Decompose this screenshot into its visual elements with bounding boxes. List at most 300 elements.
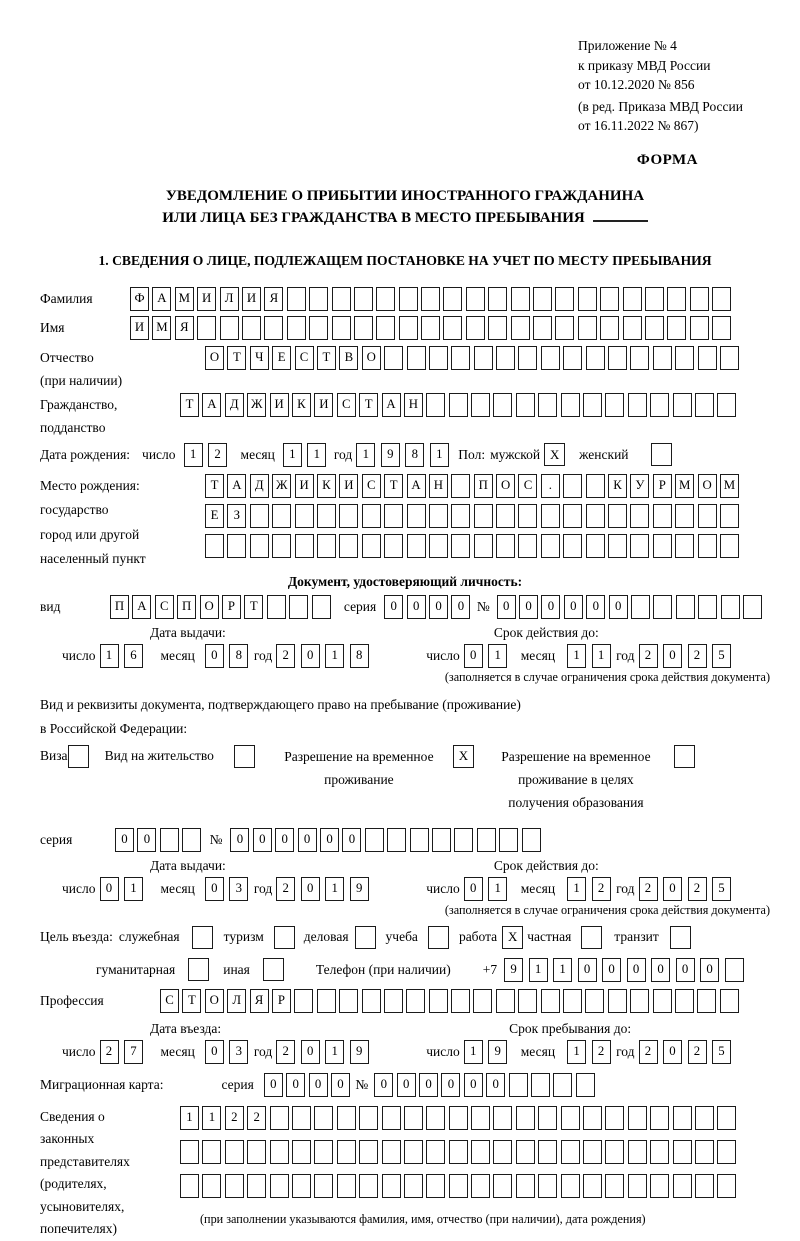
char-cell[interactable] — [426, 1106, 445, 1130]
char-cell[interactable] — [675, 504, 694, 528]
char-cell[interactable] — [697, 989, 716, 1013]
char-cell[interactable]: Т — [227, 346, 246, 370]
char-cell[interactable] — [264, 316, 283, 340]
char-cell[interactable]: 1 — [430, 443, 449, 467]
char-cell[interactable] — [522, 828, 541, 852]
iddoc-issue-day-boxes[interactable] — [100, 644, 149, 668]
char-cell[interactable]: И — [339, 474, 358, 498]
char-cell[interactable]: 0 — [384, 595, 403, 619]
char-cell[interactable] — [399, 316, 418, 340]
char-cell[interactable] — [600, 287, 619, 311]
char-cell[interactable]: 0 — [464, 644, 483, 668]
char-cell[interactable] — [220, 316, 239, 340]
char-cell[interactable] — [382, 1140, 401, 1164]
char-cell[interactable]: И — [314, 393, 333, 417]
char-cell[interactable]: 2 — [276, 644, 295, 668]
char-cell[interactable]: 1 — [567, 1040, 586, 1064]
char-cell[interactable] — [362, 989, 381, 1013]
char-cell[interactable] — [421, 316, 440, 340]
char-cell[interactable] — [449, 393, 468, 417]
char-cell[interactable]: Д — [250, 474, 269, 498]
char-cell[interactable] — [623, 316, 642, 340]
char-cell[interactable]: 0 — [137, 828, 156, 852]
char-cell[interactable]: 1 — [124, 877, 143, 901]
char-cell[interactable]: 0 — [342, 828, 361, 852]
char-cell[interactable] — [407, 504, 426, 528]
char-cell[interactable] — [332, 287, 351, 311]
char-cell[interactable] — [695, 393, 714, 417]
char-cell[interactable]: 2 — [276, 1040, 295, 1064]
char-cell[interactable] — [443, 287, 462, 311]
migcard-series-boxes[interactable] — [264, 1073, 354, 1097]
char-cell[interactable] — [653, 346, 672, 370]
char-cell[interactable] — [533, 287, 552, 311]
char-cell[interactable] — [673, 1174, 692, 1198]
char-cell[interactable] — [473, 989, 492, 1013]
profession-boxes[interactable] — [160, 989, 742, 1013]
iddoc-valid-day-boxes[interactable] — [464, 644, 513, 668]
char-cell[interactable] — [645, 316, 664, 340]
char-cell[interactable] — [717, 1106, 736, 1130]
char-cell[interactable] — [628, 1174, 647, 1198]
stay-year-boxes[interactable] — [639, 1040, 737, 1064]
char-cell[interactable]: И — [270, 393, 289, 417]
char-cell[interactable] — [426, 393, 445, 417]
char-cell[interactable] — [451, 989, 470, 1013]
char-cell[interactable]: 0 — [486, 1073, 505, 1097]
char-cell[interactable]: 1 — [307, 443, 326, 467]
char-cell[interactable] — [406, 989, 425, 1013]
char-cell[interactable]: 0 — [609, 595, 628, 619]
char-cell[interactable] — [426, 1140, 445, 1164]
char-cell[interactable] — [628, 393, 647, 417]
char-cell[interactable] — [538, 393, 557, 417]
char-cell[interactable] — [631, 595, 650, 619]
char-cell[interactable]: 0 — [663, 877, 682, 901]
char-cell[interactable]: 6 — [124, 644, 143, 668]
char-cell[interactable]: 0 — [602, 958, 621, 982]
char-cell[interactable] — [518, 989, 537, 1013]
resdoc-issue-month-boxes[interactable] — [205, 877, 254, 901]
char-cell[interactable] — [630, 346, 649, 370]
char-cell[interactable]: 1 — [464, 1040, 483, 1064]
char-cell[interactable] — [518, 504, 537, 528]
char-cell[interactable] — [628, 1140, 647, 1164]
char-cell[interactable]: 0 — [407, 595, 426, 619]
guardians-boxes-row1[interactable] — [180, 1106, 740, 1130]
char-cell[interactable] — [317, 989, 336, 1013]
char-cell[interactable]: 1 — [488, 644, 507, 668]
char-cell[interactable]: И — [130, 316, 149, 340]
char-cell[interactable] — [585, 989, 604, 1013]
char-cell[interactable] — [511, 316, 530, 340]
char-cell[interactable] — [623, 287, 642, 311]
char-cell[interactable]: 0 — [663, 644, 682, 668]
char-cell[interactable] — [717, 1140, 736, 1164]
char-cell[interactable] — [432, 828, 451, 852]
char-cell[interactable] — [650, 1140, 669, 1164]
char-cell[interactable]: Ф — [130, 287, 149, 311]
char-cell[interactable]: 0 — [464, 1073, 483, 1097]
char-cell[interactable] — [608, 534, 627, 558]
char-cell[interactable]: 0 — [419, 1073, 438, 1097]
char-cell[interactable]: 0 — [497, 595, 516, 619]
char-cell[interactable] — [384, 534, 403, 558]
char-cell[interactable] — [695, 1140, 714, 1164]
char-cell[interactable] — [365, 828, 384, 852]
char-cell[interactable]: 9 — [504, 958, 523, 982]
guardians-boxes-row3[interactable] — [180, 1174, 740, 1198]
name-boxes[interactable] — [130, 316, 735, 340]
char-cell[interactable]: Р — [653, 474, 672, 498]
char-cell[interactable] — [561, 1140, 580, 1164]
char-cell[interactable] — [698, 534, 717, 558]
char-cell[interactable] — [690, 287, 709, 311]
char-cell[interactable]: 2 — [639, 877, 658, 901]
char-cell[interactable] — [410, 828, 429, 852]
char-cell[interactable]: М — [152, 316, 171, 340]
char-cell[interactable] — [404, 1106, 423, 1130]
char-cell[interactable]: 2 — [592, 877, 611, 901]
char-cell[interactable]: А — [407, 474, 426, 498]
char-cell[interactable] — [541, 989, 560, 1013]
char-cell[interactable]: К — [292, 393, 311, 417]
char-cell[interactable] — [628, 1106, 647, 1130]
resdoc-valid-day-boxes[interactable] — [464, 877, 513, 901]
char-cell[interactable]: 5 — [712, 1040, 731, 1064]
char-cell[interactable] — [451, 534, 470, 558]
char-cell[interactable]: А — [382, 393, 401, 417]
char-cell[interactable] — [605, 393, 624, 417]
char-cell[interactable] — [376, 287, 395, 311]
char-cell[interactable]: 2 — [639, 644, 658, 668]
char-cell[interactable] — [720, 346, 739, 370]
char-cell[interactable] — [426, 1174, 445, 1198]
char-cell[interactable] — [673, 393, 692, 417]
char-cell[interactable]: 0 — [205, 644, 224, 668]
char-cell[interactable] — [295, 534, 314, 558]
char-cell[interactable]: 1 — [553, 958, 572, 982]
char-cell[interactable] — [205, 534, 224, 558]
char-cell[interactable] — [202, 1140, 221, 1164]
char-cell[interactable]: 1 — [283, 443, 302, 467]
char-cell[interactable]: С — [295, 346, 314, 370]
char-cell[interactable]: 3 — [229, 1040, 248, 1064]
char-cell[interactable] — [295, 504, 314, 528]
char-cell[interactable] — [698, 346, 717, 370]
char-cell[interactable] — [270, 1140, 289, 1164]
char-cell[interactable] — [314, 1174, 333, 1198]
char-cell[interactable] — [337, 1106, 356, 1130]
char-cell[interactable] — [698, 595, 717, 619]
char-cell[interactable] — [287, 287, 306, 311]
char-cell[interactable] — [563, 534, 582, 558]
char-cell[interactable] — [451, 474, 470, 498]
char-cell[interactable] — [359, 1174, 378, 1198]
char-cell[interactable] — [451, 504, 470, 528]
char-cell[interactable] — [576, 1073, 595, 1097]
char-cell[interactable]: О — [205, 346, 224, 370]
purpose-study-checkbox[interactable] — [428, 926, 449, 949]
char-cell[interactable]: 0 — [564, 595, 583, 619]
char-cell[interactable] — [292, 1106, 311, 1130]
char-cell[interactable]: 0 — [230, 828, 249, 852]
iddoc-valid-year-boxes[interactable] — [639, 644, 737, 668]
char-cell[interactable] — [429, 504, 448, 528]
char-cell[interactable] — [474, 504, 493, 528]
char-cell[interactable]: П — [474, 474, 493, 498]
char-cell[interactable] — [362, 534, 381, 558]
temp-residence-checkbox[interactable]: X — [453, 745, 474, 768]
char-cell[interactable] — [653, 595, 672, 619]
char-cell[interactable] — [720, 534, 739, 558]
char-cell[interactable] — [493, 1174, 512, 1198]
char-cell[interactable]: С — [155, 595, 174, 619]
birth-day-boxes[interactable] — [184, 443, 233, 467]
iddoc-type-boxes[interactable] — [110, 595, 334, 619]
char-cell[interactable] — [421, 287, 440, 311]
char-cell[interactable] — [717, 393, 736, 417]
char-cell[interactable]: Т — [359, 393, 378, 417]
char-cell[interactable] — [712, 316, 731, 340]
char-cell[interactable] — [541, 504, 560, 528]
char-cell[interactable] — [312, 595, 331, 619]
char-cell[interactable] — [511, 287, 530, 311]
char-cell[interactable] — [339, 989, 358, 1013]
residence-permit-checkbox[interactable] — [234, 745, 255, 768]
char-cell[interactable]: 2 — [225, 1106, 244, 1130]
char-cell[interactable] — [474, 534, 493, 558]
char-cell[interactable]: А — [227, 474, 246, 498]
char-cell[interactable]: А — [132, 595, 151, 619]
char-cell[interactable]: Н — [429, 474, 448, 498]
char-cell[interactable] — [675, 534, 694, 558]
purpose-official-checkbox[interactable] — [192, 926, 213, 949]
char-cell[interactable]: 2 — [592, 1040, 611, 1064]
char-cell[interactable] — [292, 1174, 311, 1198]
char-cell[interactable]: П — [177, 595, 196, 619]
char-cell[interactable]: 0 — [578, 958, 597, 982]
char-cell[interactable] — [488, 316, 507, 340]
char-cell[interactable]: 0 — [451, 595, 470, 619]
char-cell[interactable]: 0 — [441, 1073, 460, 1097]
char-cell[interactable] — [354, 287, 373, 311]
sex-male-checkbox[interactable]: X — [544, 443, 565, 466]
char-cell[interactable] — [225, 1174, 244, 1198]
char-cell[interactable] — [555, 316, 574, 340]
char-cell[interactable] — [449, 1140, 468, 1164]
char-cell[interactable]: 8 — [405, 443, 424, 467]
birth-year-boxes[interactable] — [356, 443, 454, 467]
char-cell[interactable]: Р — [272, 989, 291, 1013]
char-cell[interactable] — [247, 1174, 266, 1198]
char-cell[interactable] — [516, 393, 535, 417]
birthplace-boxes-row2[interactable] — [205, 504, 742, 528]
char-cell[interactable] — [600, 316, 619, 340]
char-cell[interactable] — [605, 1106, 624, 1130]
char-cell[interactable]: 2 — [276, 877, 295, 901]
char-cell[interactable]: 0 — [331, 1073, 350, 1097]
char-cell[interactable] — [384, 346, 403, 370]
char-cell[interactable] — [359, 1106, 378, 1130]
char-cell[interactable] — [675, 989, 694, 1013]
char-cell[interactable]: В — [339, 346, 358, 370]
char-cell[interactable] — [488, 287, 507, 311]
char-cell[interactable]: 9 — [488, 1040, 507, 1064]
char-cell[interactable] — [717, 1174, 736, 1198]
entry-year-boxes[interactable] — [276, 1040, 374, 1064]
char-cell[interactable] — [518, 346, 537, 370]
temp-residence-edu-checkbox[interactable] — [674, 745, 695, 768]
purpose-other-checkbox[interactable] — [263, 958, 284, 981]
char-cell[interactable] — [586, 534, 605, 558]
char-cell[interactable] — [608, 346, 627, 370]
char-cell[interactable] — [270, 1106, 289, 1130]
char-cell[interactable]: 1 — [100, 644, 119, 668]
char-cell[interactable] — [451, 346, 470, 370]
char-cell[interactable] — [712, 287, 731, 311]
char-cell[interactable] — [429, 989, 448, 1013]
char-cell[interactable]: 3 — [229, 877, 248, 901]
char-cell[interactable]: 1 — [202, 1106, 221, 1130]
char-cell[interactable] — [586, 504, 605, 528]
char-cell[interactable] — [267, 595, 286, 619]
char-cell[interactable] — [578, 287, 597, 311]
char-cell[interactable] — [667, 287, 686, 311]
char-cell[interactable]: 5 — [712, 877, 731, 901]
char-cell[interactable]: 0 — [301, 877, 320, 901]
char-cell[interactable] — [608, 504, 627, 528]
char-cell[interactable] — [518, 534, 537, 558]
char-cell[interactable]: 2 — [688, 1040, 707, 1064]
char-cell[interactable]: О — [496, 474, 515, 498]
char-cell[interactable] — [289, 595, 308, 619]
char-cell[interactable] — [471, 1174, 490, 1198]
char-cell[interactable] — [225, 1140, 244, 1164]
char-cell[interactable]: Я — [264, 287, 283, 311]
char-cell[interactable] — [555, 287, 574, 311]
char-cell[interactable]: 0 — [275, 828, 294, 852]
char-cell[interactable]: Я — [175, 316, 194, 340]
char-cell[interactable] — [650, 1174, 669, 1198]
char-cell[interactable] — [382, 1106, 401, 1130]
char-cell[interactable]: З — [227, 504, 246, 528]
char-cell[interactable] — [675, 346, 694, 370]
char-cell[interactable] — [493, 1106, 512, 1130]
char-cell[interactable] — [583, 1106, 602, 1130]
char-cell[interactable]: А — [202, 393, 221, 417]
char-cell[interactable]: 1 — [567, 644, 586, 668]
char-cell[interactable]: 9 — [350, 1040, 369, 1064]
char-cell[interactable] — [676, 595, 695, 619]
char-cell[interactable] — [474, 346, 493, 370]
char-cell[interactable] — [499, 828, 518, 852]
char-cell[interactable]: М — [175, 287, 194, 311]
char-cell[interactable] — [630, 534, 649, 558]
char-cell[interactable] — [583, 1174, 602, 1198]
char-cell[interactable] — [563, 504, 582, 528]
char-cell[interactable]: 1 — [567, 877, 586, 901]
char-cell[interactable]: 1 — [592, 644, 611, 668]
char-cell[interactable] — [449, 1174, 468, 1198]
char-cell[interactable] — [449, 1106, 468, 1130]
char-cell[interactable]: 2 — [247, 1106, 266, 1130]
char-cell[interactable]: К — [317, 474, 336, 498]
char-cell[interactable]: 0 — [519, 595, 538, 619]
purpose-private-checkbox[interactable] — [581, 926, 602, 949]
char-cell[interactable] — [359, 1140, 378, 1164]
iddoc-issue-year-boxes[interactable] — [276, 644, 374, 668]
birthplace-boxes-row1[interactable] — [205, 474, 742, 498]
char-cell[interactable] — [227, 534, 246, 558]
char-cell[interactable]: Е — [272, 346, 291, 370]
purpose-business-checkbox[interactable] — [355, 926, 376, 949]
char-cell[interactable]: 0 — [264, 1073, 283, 1097]
char-cell[interactable] — [376, 316, 395, 340]
char-cell[interactable] — [332, 316, 351, 340]
char-cell[interactable] — [404, 1174, 423, 1198]
char-cell[interactable] — [563, 346, 582, 370]
char-cell[interactable] — [399, 287, 418, 311]
migcard-number-boxes[interactable] — [374, 1073, 598, 1097]
char-cell[interactable] — [477, 828, 496, 852]
char-cell[interactable] — [362, 504, 381, 528]
char-cell[interactable] — [605, 1140, 624, 1164]
char-cell[interactable]: С — [337, 393, 356, 417]
citizenship-boxes[interactable] — [180, 393, 740, 417]
char-cell[interactable]: Т — [182, 989, 201, 1013]
char-cell[interactable]: О — [200, 595, 219, 619]
char-cell[interactable]: 0 — [286, 1073, 305, 1097]
char-cell[interactable]: 0 — [541, 595, 560, 619]
char-cell[interactable]: 1 — [325, 1040, 344, 1064]
sex-female-checkbox[interactable] — [651, 443, 672, 466]
resdoc-valid-month-boxes[interactable] — [567, 877, 616, 901]
char-cell[interactable]: Т — [244, 595, 263, 619]
char-cell[interactable] — [538, 1140, 557, 1164]
char-cell[interactable] — [429, 534, 448, 558]
char-cell[interactable] — [382, 1174, 401, 1198]
char-cell[interactable] — [563, 989, 582, 1013]
char-cell[interactable] — [538, 1106, 557, 1130]
char-cell[interactable] — [586, 346, 605, 370]
char-cell[interactable]: О — [205, 989, 224, 1013]
char-cell[interactable]: Д — [225, 393, 244, 417]
char-cell[interactable] — [387, 828, 406, 852]
stay-day-boxes[interactable] — [464, 1040, 513, 1064]
char-cell[interactable]: Н — [404, 393, 423, 417]
char-cell[interactable] — [317, 534, 336, 558]
char-cell[interactable]: И — [295, 474, 314, 498]
char-cell[interactable] — [180, 1174, 199, 1198]
char-cell[interactable] — [561, 393, 580, 417]
char-cell[interactable] — [650, 393, 669, 417]
char-cell[interactable] — [690, 316, 709, 340]
char-cell[interactable]: 1 — [325, 644, 344, 668]
visa-checkbox[interactable] — [68, 745, 89, 768]
char-cell[interactable] — [247, 1140, 266, 1164]
char-cell[interactable] — [309, 287, 328, 311]
char-cell[interactable]: И — [242, 287, 261, 311]
char-cell[interactable]: Т — [317, 346, 336, 370]
char-cell[interactable] — [653, 534, 672, 558]
purpose-work-checkbox[interactable]: X — [502, 926, 523, 949]
char-cell[interactable] — [561, 1174, 580, 1198]
char-cell[interactable] — [605, 1174, 624, 1198]
char-cell[interactable]: 1 — [184, 443, 203, 467]
char-cell[interactable]: 1 — [356, 443, 375, 467]
char-cell[interactable] — [516, 1106, 535, 1130]
